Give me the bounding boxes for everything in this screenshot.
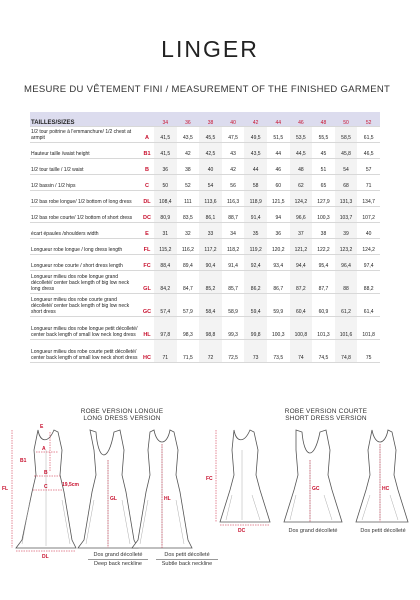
row-value: 36 (267, 223, 290, 239)
row-value: 60,4 (290, 294, 313, 317)
row-code: HL (140, 317, 154, 340)
row-value: 54 (335, 159, 358, 175)
row-value: 61,4 (357, 294, 380, 317)
row-value: 40 (357, 223, 380, 239)
row-value: 88 (335, 271, 358, 294)
row-value: 46 (267, 159, 290, 175)
row-value: 51 (312, 159, 335, 175)
row-value: 73,5 (267, 340, 290, 363)
mark-c: C (44, 484, 48, 490)
row-value: 131,3 (335, 191, 358, 207)
row-value: 45,8 (335, 143, 358, 159)
page-subtitle: MESURE DU VÊTEMENT FINI / MEASUREMENT OF THE FINISHED GARMENT (24, 84, 391, 95)
row-value: 88,7 (222, 207, 245, 223)
row-label: Longueur robe longue / long dress length (30, 239, 140, 255)
row-value: 74 (290, 340, 313, 363)
row-value: 103,7 (335, 207, 358, 223)
row-value: 58,9 (222, 294, 245, 317)
row-value: 80,9 (154, 207, 177, 223)
row-label: Longueur robe courte / short dress length (30, 255, 140, 271)
row-value: 111 (177, 191, 200, 207)
row-code: C (140, 175, 154, 191)
row-value: 91,4 (244, 207, 267, 223)
row-value: 116,3 (222, 191, 245, 207)
row-value: 84,2 (154, 271, 177, 294)
row-value: 100,3 (312, 207, 335, 223)
size-header-40: 40 (222, 112, 245, 127)
row-value: 100,8 (290, 317, 313, 340)
row-value: 56 (222, 175, 245, 191)
row-value: 60 (267, 175, 290, 191)
caption-long-deep (88, 552, 148, 567)
table-row (30, 294, 380, 317)
row-value: 43,5 (177, 127, 200, 143)
short-section-title-fr: ROBE VERSION COURTE (284, 408, 368, 415)
row-value: 72 (199, 340, 222, 363)
row-value: 51,5 (267, 127, 290, 143)
row-label: 1/2 bas robe courte/ 1/2 bottom of short dress (30, 207, 140, 223)
mark-b1: B1 (20, 458, 27, 464)
row-label: 1/2 tour poitrine à l'emmanchure/ 1/2 chest at armpit (30, 127, 140, 143)
row-value: 42,5 (199, 143, 222, 159)
row-value: 101,6 (335, 317, 358, 340)
row-value: 38 (312, 223, 335, 239)
row-value: 90,4 (199, 255, 222, 271)
row-code: FL (140, 239, 154, 255)
row-label: Longueur milieu dos robe courte grand décolleté/ center back length of big low neck short dress (30, 294, 140, 317)
mark-hip-note: 19,5cm (62, 482, 79, 488)
row-value: 31 (154, 223, 177, 239)
row-value: 57 (357, 159, 380, 175)
row-value: 89,4 (177, 255, 200, 271)
size-header-48: 48 (312, 112, 335, 127)
row-value: 71,5 (177, 340, 200, 363)
caption-short-subtle-fr: Dos petit décolleté (360, 528, 406, 534)
row-value: 116,2 (177, 239, 200, 255)
row-value: 40 (199, 159, 222, 175)
row-value: 33 (199, 223, 222, 239)
row-value: 48 (290, 159, 313, 175)
row-value: 123,2 (335, 239, 358, 255)
row-value: 36 (154, 159, 177, 175)
table-row (30, 340, 380, 363)
row-label: Longueur milieu dos robe courte petit décolleté/ center back length of small low neck short dress (30, 340, 140, 363)
row-value: 94,4 (290, 255, 313, 271)
row-value: 99,8 (244, 317, 267, 340)
short-dress-back-subtle (356, 430, 408, 522)
table-row (30, 223, 380, 239)
row-value: 75 (357, 340, 380, 363)
code-header-cell (140, 112, 154, 127)
row-value: 53,5 (290, 127, 313, 143)
measurement-table (30, 112, 380, 363)
size-header-36: 36 (177, 112, 200, 127)
row-value: 72,5 (222, 340, 245, 363)
row-value: 74,5 (312, 340, 335, 363)
row-value: 44 (244, 159, 267, 175)
row-value: 107,2 (357, 207, 380, 223)
row-value: 113,6 (199, 191, 222, 207)
size-header-46: 46 (290, 112, 313, 127)
row-value: 127,9 (312, 191, 335, 207)
table-row (30, 175, 380, 191)
row-value: 88,2 (357, 271, 380, 294)
table-row (30, 239, 380, 255)
row-code: A (140, 127, 154, 143)
row-value: 96,4 (335, 255, 358, 271)
row-value: 97,4 (357, 255, 380, 271)
mark-gc: GC (312, 486, 320, 492)
brand-title: LINGER (161, 36, 259, 62)
caption-short-deep (282, 528, 344, 534)
caption-long-deep-fr: Dos grand décolleté (93, 552, 143, 558)
size-header-44: 44 (267, 112, 290, 127)
row-value: 73 (244, 340, 267, 363)
row-value: 134,7 (357, 191, 380, 207)
row-value: 86,1 (199, 207, 222, 223)
garment-diagrams (0, 420, 420, 570)
row-value: 32 (177, 223, 200, 239)
row-value: 100,3 (267, 317, 290, 340)
row-value: 44 (267, 143, 290, 159)
row-value: 55,5 (312, 127, 335, 143)
row-value: 124,2 (290, 191, 313, 207)
table-row (30, 159, 380, 175)
row-value: 122,2 (312, 239, 335, 255)
row-value: 101,8 (357, 317, 380, 340)
row-value: 97,8 (154, 317, 177, 340)
row-value: 37 (290, 223, 313, 239)
row-code: GL (140, 271, 154, 294)
row-value: 65 (312, 175, 335, 191)
short-dress-front (220, 430, 270, 522)
row-label: 1/2 bassin / 1/2 hips (30, 175, 140, 191)
short-section-title-en: SHORT DRESS VERSION (285, 415, 367, 422)
row-value: 71 (357, 175, 380, 191)
table-row (30, 127, 380, 143)
size-header-38: 38 (199, 112, 222, 127)
row-value: 84,7 (177, 271, 200, 294)
size-header-34: 34 (154, 112, 177, 127)
row-code: DL (140, 191, 154, 207)
row-value: 58,4 (199, 294, 222, 317)
row-value: 83,5 (177, 207, 200, 223)
row-value: 101,3 (312, 317, 335, 340)
row-value: 99,3 (222, 317, 245, 340)
row-value: 59,9 (267, 294, 290, 317)
caption-short-subtle (352, 528, 414, 534)
mark-b: B (44, 470, 48, 476)
table-row (30, 207, 380, 223)
caption-long-subtle-fr: Dos petit décolleté (164, 552, 210, 558)
row-value: 38 (177, 159, 200, 175)
size-header-50: 50 (335, 112, 358, 127)
row-value: 49,5 (244, 127, 267, 143)
row-value: 87,2 (290, 271, 313, 294)
row-value: 118,9 (244, 191, 267, 207)
mark-fc: FC (206, 476, 213, 482)
row-value: 108,4 (154, 191, 177, 207)
row-value: 91,4 (222, 255, 245, 271)
row-value: 57,4 (154, 294, 177, 317)
mark-dl: DL (42, 554, 49, 560)
row-value: 124,2 (357, 239, 380, 255)
row-value: 57,9 (177, 294, 200, 317)
row-value: 42 (222, 159, 245, 175)
row-value: 121,5 (267, 191, 290, 207)
row-value: 115,2 (154, 239, 177, 255)
row-value: 96,6 (290, 207, 313, 223)
table-row (30, 255, 380, 271)
row-label: 1/2 tour taille / 1/2 waist (30, 159, 140, 175)
caption-long-deep-en: Deep back neckline (88, 559, 148, 567)
mark-e: E (40, 424, 44, 430)
table-row (30, 317, 380, 340)
row-label: écart épaules /shoulders width (30, 223, 140, 239)
long-section-title-en: LONG DRESS VERSION (83, 415, 161, 422)
row-value: 59,4 (244, 294, 267, 317)
mark-hl: HL (164, 496, 171, 502)
row-code: DC (140, 207, 154, 223)
row-value: 45 (312, 143, 335, 159)
measurement-table-body (30, 112, 380, 363)
row-value: 117,2 (199, 239, 222, 255)
mark-dc: DC (238, 528, 246, 534)
row-label: Longueur milieu dos robe longue petit décolleté/ center back length of small low neck long dress (30, 317, 140, 340)
row-value: 45,5 (199, 127, 222, 143)
row-value: 62 (290, 175, 313, 191)
table-header-row (30, 112, 380, 127)
long-section-title-fr: ROBE VERSION LONGUE (80, 408, 164, 415)
row-label: Longueur milieu dos robe longue grand décolleté/ center back length of big low neck long dress (30, 271, 140, 294)
row-value: 74,8 (335, 340, 358, 363)
row-value: 46,5 (357, 143, 380, 159)
row-value: 43 (222, 143, 245, 159)
row-value: 88,4 (154, 255, 177, 271)
sizes-header-label: TAILLES/SIZES (30, 112, 140, 127)
row-value: 92,4 (244, 255, 267, 271)
table-row (30, 191, 380, 207)
row-value: 120,2 (267, 239, 290, 255)
table-row (30, 271, 380, 294)
row-value: 85,2 (199, 271, 222, 294)
row-value: 86,2 (244, 271, 267, 294)
row-value: 98,3 (177, 317, 200, 340)
row-value: 118,2 (222, 239, 245, 255)
row-value: 58 (244, 175, 267, 191)
row-value: 35 (244, 223, 267, 239)
row-code: FC (140, 255, 154, 271)
row-value: 121,2 (290, 239, 313, 255)
row-value: 44,5 (290, 143, 313, 159)
row-code: GC (140, 294, 154, 317)
row-value: 71 (154, 340, 177, 363)
row-value: 52 (177, 175, 200, 191)
row-value: 41,5 (154, 127, 177, 143)
row-code: B (140, 159, 154, 175)
row-value: 98,8 (199, 317, 222, 340)
row-value: 42 (177, 143, 200, 159)
row-value: 119,2 (244, 239, 267, 255)
row-value: 95,4 (312, 255, 335, 271)
row-value: 87,7 (312, 271, 335, 294)
row-value: 58,5 (335, 127, 358, 143)
row-value: 68 (335, 175, 358, 191)
row-value: 39 (335, 223, 358, 239)
row-value: 47,5 (222, 127, 245, 143)
row-value: 60,9 (312, 294, 335, 317)
caption-long-subtle-en: Subtle back neckline (156, 559, 218, 567)
row-value: 54 (199, 175, 222, 191)
row-value: 93,4 (267, 255, 290, 271)
row-value: 86,7 (267, 271, 290, 294)
row-value: 41,5 (154, 143, 177, 159)
row-code: HC (140, 340, 154, 363)
row-value: 34 (222, 223, 245, 239)
table-row (30, 143, 380, 159)
mark-fl: FL (2, 486, 9, 492)
row-value: 43,5 (244, 143, 267, 159)
size-header-52: 52 (357, 112, 380, 127)
row-label: Hauteur taille /waist height (30, 143, 140, 159)
mark-gl: GL (110, 496, 117, 502)
mark-a: A (42, 446, 46, 452)
row-code: E (140, 223, 154, 239)
row-code: B1 (140, 143, 154, 159)
caption-short-deep-fr: Dos grand décolleté (288, 528, 338, 534)
row-value: 61,5 (357, 127, 380, 143)
row-value: 94 (267, 207, 290, 223)
size-header-42: 42 (244, 112, 267, 127)
row-value: 50 (154, 175, 177, 191)
row-value: 61,2 (335, 294, 358, 317)
mark-hc: HC (382, 486, 390, 492)
caption-long-subtle (156, 552, 218, 567)
row-label: 1/2 bas robe longue/ 1/2 bottom of long dress (30, 191, 140, 207)
row-value: 85,7 (222, 271, 245, 294)
